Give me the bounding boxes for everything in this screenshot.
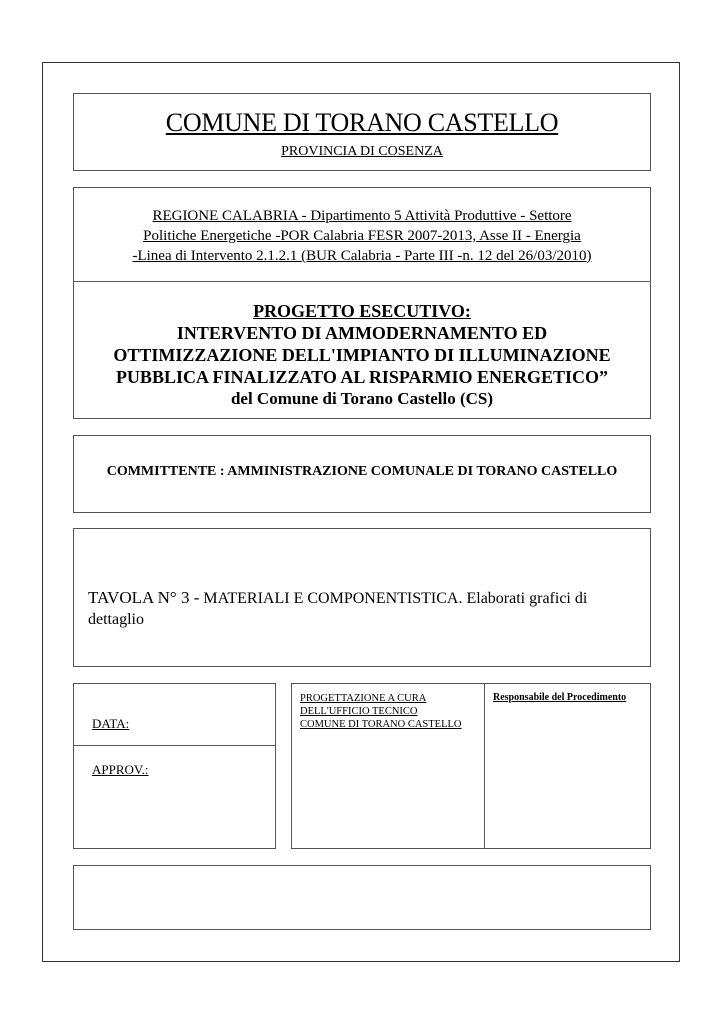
project-heading: PROGETTO ESECUTIVO: [253, 301, 471, 321]
project-block [73, 187, 651, 419]
region-line: REGIONE CALABRIA - Dipartimento 5 Attività Produttive - Settore [152, 208, 572, 224]
progettazione-line: PROGETTAZIONE A CURA [300, 693, 427, 704]
project-line: PUBBLICA FINALIZZATO AL RISPARMIO ENERGETICO” [115, 367, 609, 387]
tavola-text [88, 587, 636, 630]
divider [74, 745, 275, 746]
region-funding-text [84, 206, 640, 266]
project-title [78, 300, 646, 410]
signature-box [291, 683, 651, 849]
progettazione-line: DELL'UFFICIO TECNICO [300, 706, 418, 717]
committente-text: COMMITTENTE : AMMINISTRAZIONE COMUNALE DI TORANO CASTELLO [106, 464, 618, 479]
progettazione-line: COMUNE DI TORANO CASTELLO [300, 719, 462, 730]
approval-label: APPROV.: [92, 762, 149, 777]
responsabile-cell [485, 684, 650, 848]
tavola-description: MATERIALI E COMPONENTISTICA. Elaborati grafici di dettaglio [88, 590, 588, 628]
date-approval-box [73, 683, 276, 849]
responsabile-label: Responsabile del Procedimento [493, 692, 627, 703]
tavola-label: TAVOLA N° 3 - [88, 588, 200, 607]
committente-box [73, 435, 651, 513]
header-box [73, 93, 651, 171]
project-municipality: del Comune di Torano Castello (CS) [230, 389, 494, 408]
project-line: OTTIMIZZAZIONE DELL'IMPIANTO DI ILLUMINAZIONE [113, 345, 611, 365]
region-line: -Linea di Intervento 2.1.2.1 (BUR Calabria - Parte III -n. 12 del 26/03/2010) [132, 248, 592, 264]
municipality-title: COMUNE DI TORANO CASTELLO [165, 108, 559, 137]
progettazione-text [300, 692, 480, 731]
empty-notes-box [73, 865, 651, 930]
divider [74, 281, 650, 282]
tavola-box [73, 528, 651, 667]
data-label: DATA: [92, 716, 130, 731]
region-line: Politiche Energetiche -POR Calabria FESR 2007-2013, Asse II - Energia [143, 228, 581, 244]
project-line: INTERVENTO DI AMMODERNAMENTO ED [176, 323, 548, 343]
province-subtitle: PROVINCIA DI COSENZA [281, 144, 443, 159]
